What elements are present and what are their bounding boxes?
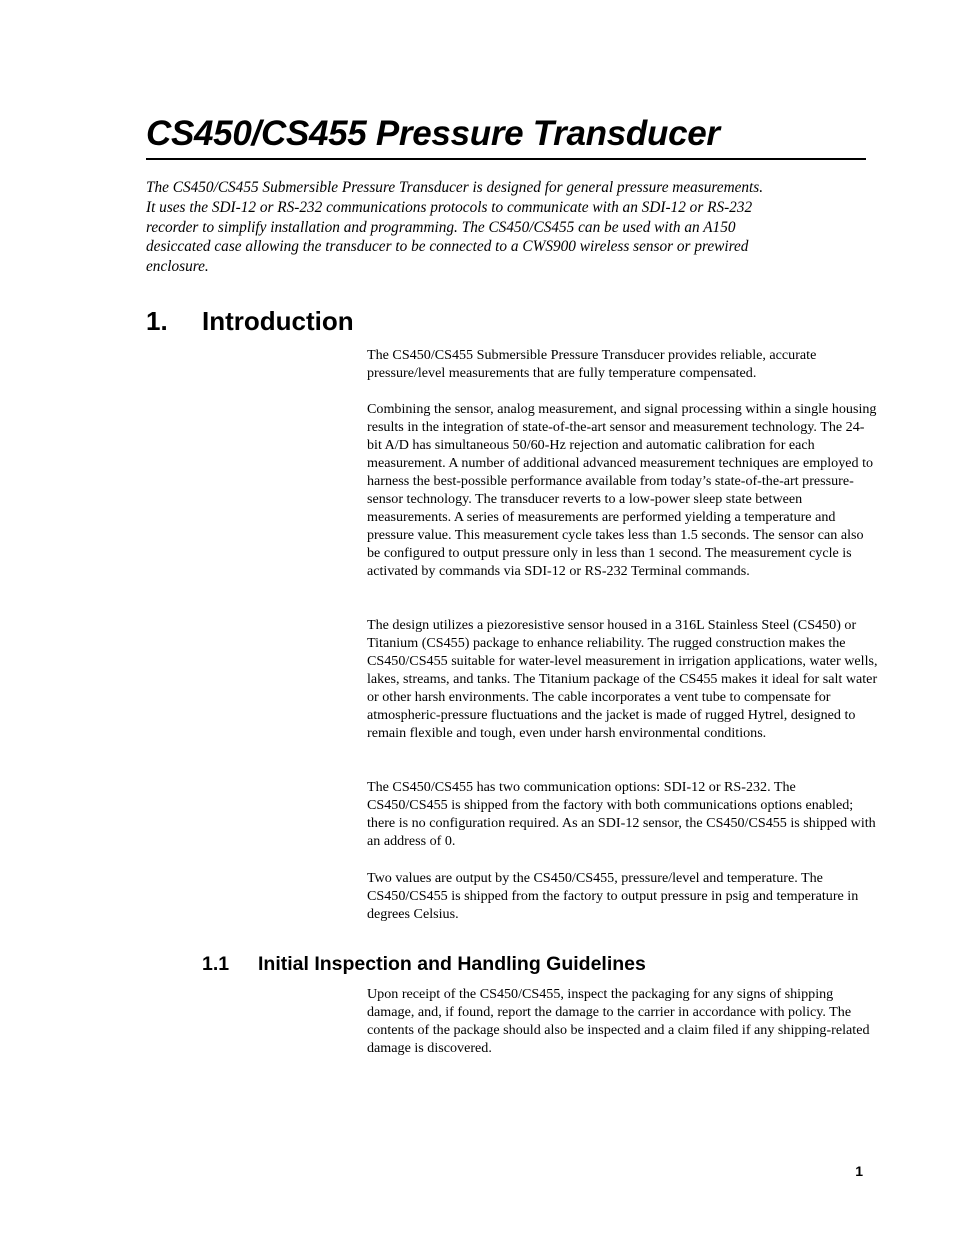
intro-paragraph-3: The design utilizes a piezoresistive sensor housed in a 316L Stainless Steel (CS450) or Titanium (CS455) package to enhance reliability. The rugged construction makes the CS450/CS455 suitable for water-level measurement in irrigation applications, water wells, lakes, streams, and tanks. The Titanium package of the CS455 makes it ideal for salt water or other harsh environments. The cable incorporates a vent tube to compensate for atmospheric-pressure fluctuations and the jacket is made of rugged Hytrel, designed to remain flexible and tough, even under harsh environmental conditions.: [367, 617, 878, 741]
subsection-number: 1.1: [202, 953, 230, 975]
section-heading-introduction: [146, 304, 354, 338]
section-title: Introduction: [202, 306, 354, 336]
page-number: 1: [855, 1163, 863, 1179]
section-number: 1.: [146, 306, 168, 336]
intro-paragraph-5: Two values are output by the CS450/CS455, pressure/level and temperature. The CS450/CS455 is shipped from the factory to output pressure in psig and temperature in degrees Celsius.: [367, 870, 859, 922]
document-title: CS450/CS455 Pressure Transducer: [146, 112, 866, 160]
document-abstract: The CS450/CS455 Submersible Pressure Transducer is designed for general pressure measurements. It uses the SDI-12 or RS-232 communications protocols to communicate with an SDI-12 or RS-232 recorder to simplify installation and programming. The CS450/CS455 can be used with an A150 desiccated case allowing the transducer to be connected to a CWS900 wireless sensor or prewired enclosure.: [146, 179, 764, 276]
intro-paragraph-4: The CS450/CS455 has two communication options: SDI-12 or RS-232. The CS450/CS455 is shipped from the factory with both communications options enabled; there is no configuration required. As an SDI-12 sensor, the CS450/CS455 is shipped with an address of 0.: [367, 779, 876, 849]
subsection-heading-inspection: [202, 951, 646, 977]
intro-paragraph-2: Combining the sensor, analog measurement, and signal processing within a single housing results in the integration of state-of-the-art sensor and measurement technology. The 24-bit A/D has simultaneous 50/60-Hz rejection and automatic calibration for each measurement. A number of additional advanced measurement techniques are employed to harness the best-possible performance available from today’s state-of-the-art pressure-sensor technology. The transducer reverts to a low-power sleep state between measurements. A series of measurements are performed yielding a temperature and pressure value. This measurement cycle takes less than 1.5 seconds. The sensor can also be configured to output pressure only in less than 1 second. The measurement cycle is activated by commands via SDI-12 or RS-232 Terminal commands.: [367, 401, 877, 579]
intro-paragraph-1: The CS450/CS455 Submersible Pressure Transducer provides reliable, accurate pressure/level measurements that are fully temperature compensated.: [367, 347, 817, 381]
inspection-paragraph-1: Upon receipt of the CS450/CS455, inspect the packaging for any signs of shipping damage, and, if found, report the damage to the carrier in accordance with policy. The contents of the package should also be inspected and a claim filed if any shipping-related damage is discovered.: [367, 986, 870, 1056]
subsection-title: Initial Inspection and Handling Guidelines: [258, 953, 646, 975]
